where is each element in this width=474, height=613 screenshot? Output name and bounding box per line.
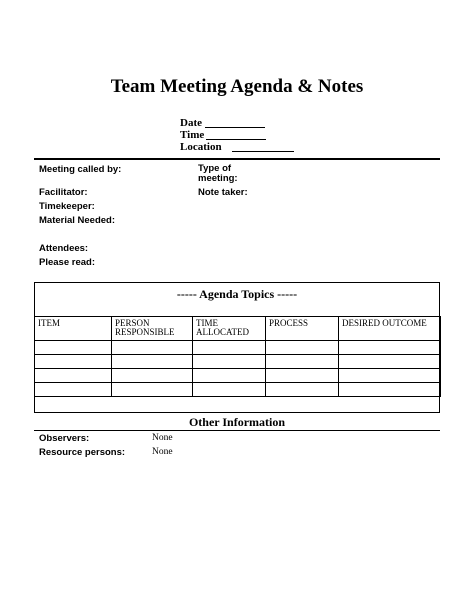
time-label: Time [180, 129, 205, 141]
resource-persons-value: None [152, 447, 173, 457]
table-cell[interactable] [112, 355, 193, 369]
page-title: Team Meeting Agenda & Notes [110, 76, 364, 97]
note-taker-label: Note taker: [198, 187, 248, 198]
column-header-item: ITEM [35, 317, 112, 341]
attendees-label: Attendees: [39, 243, 89, 254]
please-read-label: Please read: [39, 257, 95, 268]
table-cell[interactable] [193, 369, 266, 383]
table-cell[interactable] [339, 369, 441, 383]
other-information-heading: Other Information [188, 415, 286, 429]
agenda-table [34, 316, 441, 397]
column-header-desired-outcome: DESIRED OUTCOME [339, 317, 441, 341]
time-field[interactable] [206, 139, 266, 140]
other-information-divider [34, 430, 440, 431]
table-cell[interactable] [193, 383, 266, 397]
type-of-meeting-label: Type of meeting: [198, 163, 238, 184]
location-field[interactable] [232, 151, 294, 152]
table-cell[interactable] [266, 383, 339, 397]
table-cell[interactable] [193, 341, 266, 355]
agenda-header-row [35, 317, 441, 341]
column-header-time-allocated: TIME ALLOCATED [193, 317, 266, 341]
column-header-process: PROCESS [266, 317, 339, 341]
material-needed-label: Material Needed: [39, 215, 116, 226]
meeting-called-by-label: Meeting called by: [39, 164, 122, 175]
table-cell[interactable] [35, 369, 112, 383]
table-cell[interactable] [112, 383, 193, 397]
date-field[interactable] [205, 127, 265, 128]
table-cell[interactable] [112, 369, 193, 383]
table-cell[interactable] [266, 341, 339, 355]
table-cell[interactable] [339, 383, 441, 397]
table-cell[interactable] [35, 383, 112, 397]
observers-value: None [152, 433, 173, 443]
table-cell[interactable] [266, 355, 339, 369]
location-label: Location [180, 141, 222, 153]
table-row [35, 383, 441, 397]
facilitator-label: Facilitator: [39, 187, 88, 198]
table-cell[interactable] [339, 341, 441, 355]
table-cell[interactable] [193, 355, 266, 369]
date-label: Date [180, 117, 202, 129]
timekeeper-label: Timekeeper: [39, 201, 95, 212]
table-cell[interactable] [266, 369, 339, 383]
observers-label: Observers: [39, 433, 90, 444]
column-header-person-responsible: PERSON RESPONSIBLE [112, 317, 193, 341]
agenda-heading: ----- Agenda Topics ----- [176, 287, 298, 301]
header-divider [34, 158, 440, 160]
table-row [35, 355, 441, 369]
table-row [35, 341, 441, 355]
table-cell[interactable] [35, 341, 112, 355]
table-row [35, 369, 441, 383]
resource-persons-label: Resource persons: [39, 447, 126, 458]
table-cell[interactable] [112, 341, 193, 355]
table-cell[interactable] [339, 355, 441, 369]
table-cell[interactable] [35, 355, 112, 369]
